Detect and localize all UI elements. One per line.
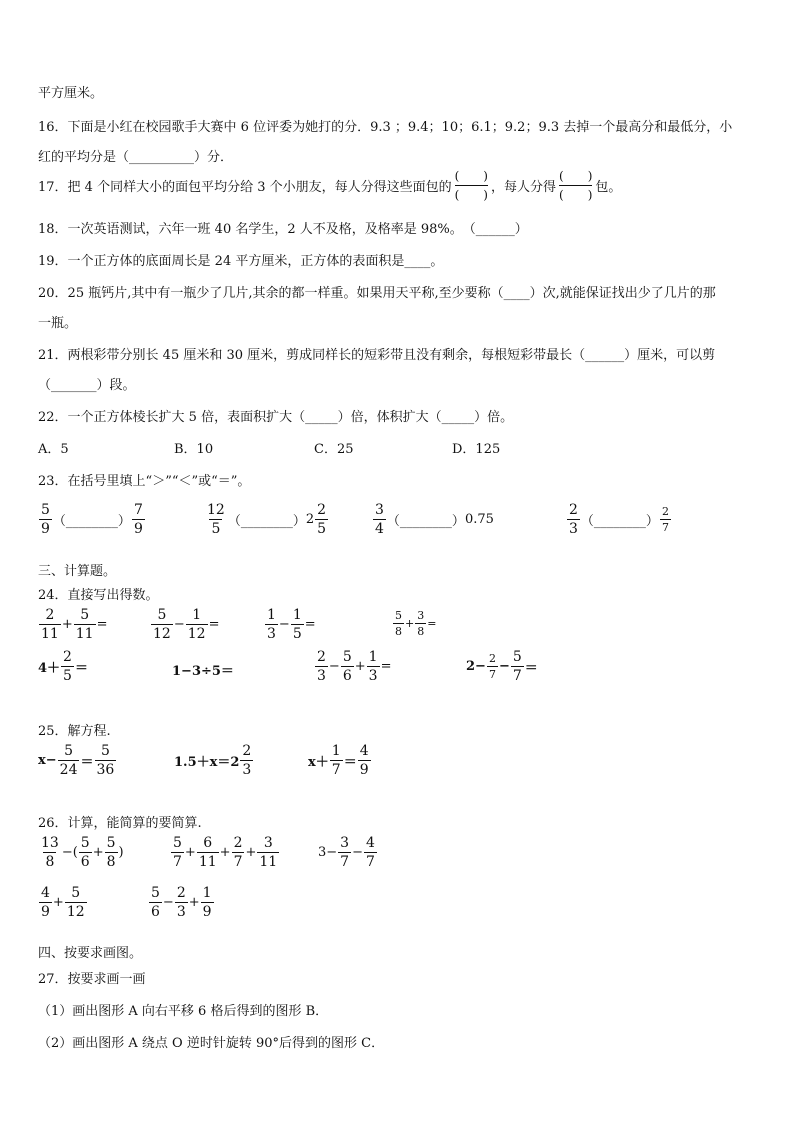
q26-title: 26．计算，能简算的要简算.	[38, 816, 202, 831]
fraction: $\frac{2}{5}$	[317, 502, 327, 537]
q24-expr-5: 4＋ $\frac{2}{5}$ ＝	[38, 649, 88, 684]
fraction: $\frac{5}{9}$	[41, 502, 50, 537]
q23-item-4	[566, 503, 672, 536]
q20-line2: 一瓶。	[38, 316, 78, 331]
mixed-whole: 2	[305, 512, 315, 527]
section-3-heading: 三、计算题。	[38, 564, 117, 579]
q27-sub2: （2）画出图形 A 绕点 O 逆时针旋转 90°后得到的图形 C．	[38, 1036, 385, 1051]
q26-expr-3: 3− $\frac{3}{7}$ − $\frac{4}{7}$	[318, 835, 375, 870]
compare-blank[interactable]: （________）	[227, 514, 306, 529]
q22-option-c[interactable]: C．25	[314, 442, 354, 457]
q26-expr-4: $\frac{4}{9}$ + $\frac{5}{12}$	[41, 885, 85, 920]
decimal-value: 0.75	[464, 512, 494, 527]
q23-item-2	[204, 503, 329, 536]
fraction: $\frac{12}{5}$	[207, 502, 225, 537]
fraction: $\frac{2}{7}$	[661, 505, 669, 534]
q17-blank-fraction-1[interactable]: ( ) ( )	[454, 169, 488, 202]
q23-title: 23．在括号里填上“＞”“＜”或“＝”。	[38, 474, 251, 489]
q17-part1: 17．把 4 个同样大小的面包平均分给 3 个小朋友，每人分得这些面包的	[38, 180, 452, 195]
q21-line1: 21．两根彩带分别长 45 厘米和 30 厘米，剪成同样长的短彩带且没有剩余，每根短彩带最长（______）厘米，可以剪	[38, 348, 716, 363]
fraction: $\frac{2}{3}$	[569, 502, 578, 537]
q24-expr-7: $\frac{2}{3}$ − $\frac{5}{6}$ + $\frac{1}{3}$ =	[317, 649, 392, 684]
q26-expr-1: $\frac{13}{8}$ −( $\frac{5}{6}$ + $\frac{5}{8}$ )	[41, 835, 124, 870]
fraction: $\frac{7}{9}$	[133, 502, 143, 537]
section-4-heading: 四、按要求画图。	[38, 946, 143, 961]
q25-equation-3: x＋ $\frac{1}{7}$ ＝ $\frac{4}{9}$	[308, 743, 369, 778]
q24-expr-6: 1−3÷5＝	[172, 664, 234, 679]
q27-sub1: （1）画出图形 A 向右平移 6 格后得到的图形 B．	[38, 1004, 329, 1019]
q24-expr-1: $\frac{2}{11}$ + $\frac{5}{11}$ =	[41, 607, 108, 642]
q18: 18．一次英语测试，六年一班 40 名学生，2 人不及格，及格率是 98%。 （______）	[38, 222, 528, 237]
q19: 19．一个正方体的底面周长是 24 平方厘米，正方体的表面积是____。	[38, 254, 444, 269]
q17	[38, 170, 621, 201]
q16-line2: 红的平均分是（__________）分．	[38, 150, 234, 165]
q25-equation-1: x− $\frac{5}{24}$ ＝ $\frac{5}{36}$	[38, 743, 115, 778]
q25-title: 25．解方程.	[38, 724, 111, 739]
q24-expr-2: $\frac{5}{12}$ − $\frac{1}{12}$ =	[153, 607, 220, 642]
q20-line1: 20．25 瓶钙片,其中有一瓶少了几片,其余的都一样重。如果用天平称,至少要称（____）次,就能保证找出少了几片的那	[38, 286, 716, 301]
q22-option-b[interactable]: B．10	[174, 442, 214, 457]
q24-expr-8: 2− $\frac{2}{7}$ − $\frac{5}{7}$ ＝	[466, 649, 538, 684]
q24-expr-4: $\frac{5}{8}$ + $\frac{3}{8}$ =	[395, 609, 437, 638]
q26-expr-5: $\frac{5}{6}$ − $\frac{2}{3}$ + $\frac{1}{9}$	[151, 885, 212, 920]
q17-blank-fraction-2[interactable]: ( ) ( )	[559, 169, 593, 202]
fraction: $\frac{3}{4}$	[375, 502, 384, 537]
q15-tail: 平方厘米。	[38, 86, 104, 101]
q24-expr-3: $\frac{1}{3}$ − $\frac{1}{5}$ =	[267, 607, 316, 642]
q16-line1: 16．下面是小红在校园歌手大赛中 6 位评委为她打的分．9.3 ；9.4；10；6.1；9.2；9.3 去掉一个最高分和最低分，小	[38, 120, 733, 135]
compare-blank[interactable]: （________）	[580, 514, 659, 529]
q17-part2: ，每人分得	[491, 180, 557, 195]
q27-title: 27．按要求画一画	[38, 972, 146, 987]
q21-line2: （_______）段。	[38, 378, 136, 393]
compare-blank[interactable]: （________）	[52, 514, 131, 529]
compare-blank[interactable]: （________）	[386, 514, 465, 529]
q26-expr-2: $\frac{5}{7}$ + $\frac{6}{11}$ + $\frac{2}{7}$ + $\frac{3}{11}$	[173, 835, 278, 870]
q23-item-1	[38, 503, 146, 536]
q22-text: 22．一个正方体棱长扩大 5 倍，表面积扩大（_____）倍，体积扩大（_____）倍。	[38, 410, 514, 425]
q22-option-a[interactable]: A．5	[38, 442, 69, 457]
q22-option-d[interactable]: D．125	[452, 442, 501, 457]
q23-item-3	[372, 503, 494, 536]
q24-title: 24．直接写出得数。	[38, 588, 159, 603]
q25-equation-2: 1.5＋x＝2 $\frac{2}{3}$	[174, 743, 252, 778]
q17-part3: 包。	[595, 180, 622, 195]
